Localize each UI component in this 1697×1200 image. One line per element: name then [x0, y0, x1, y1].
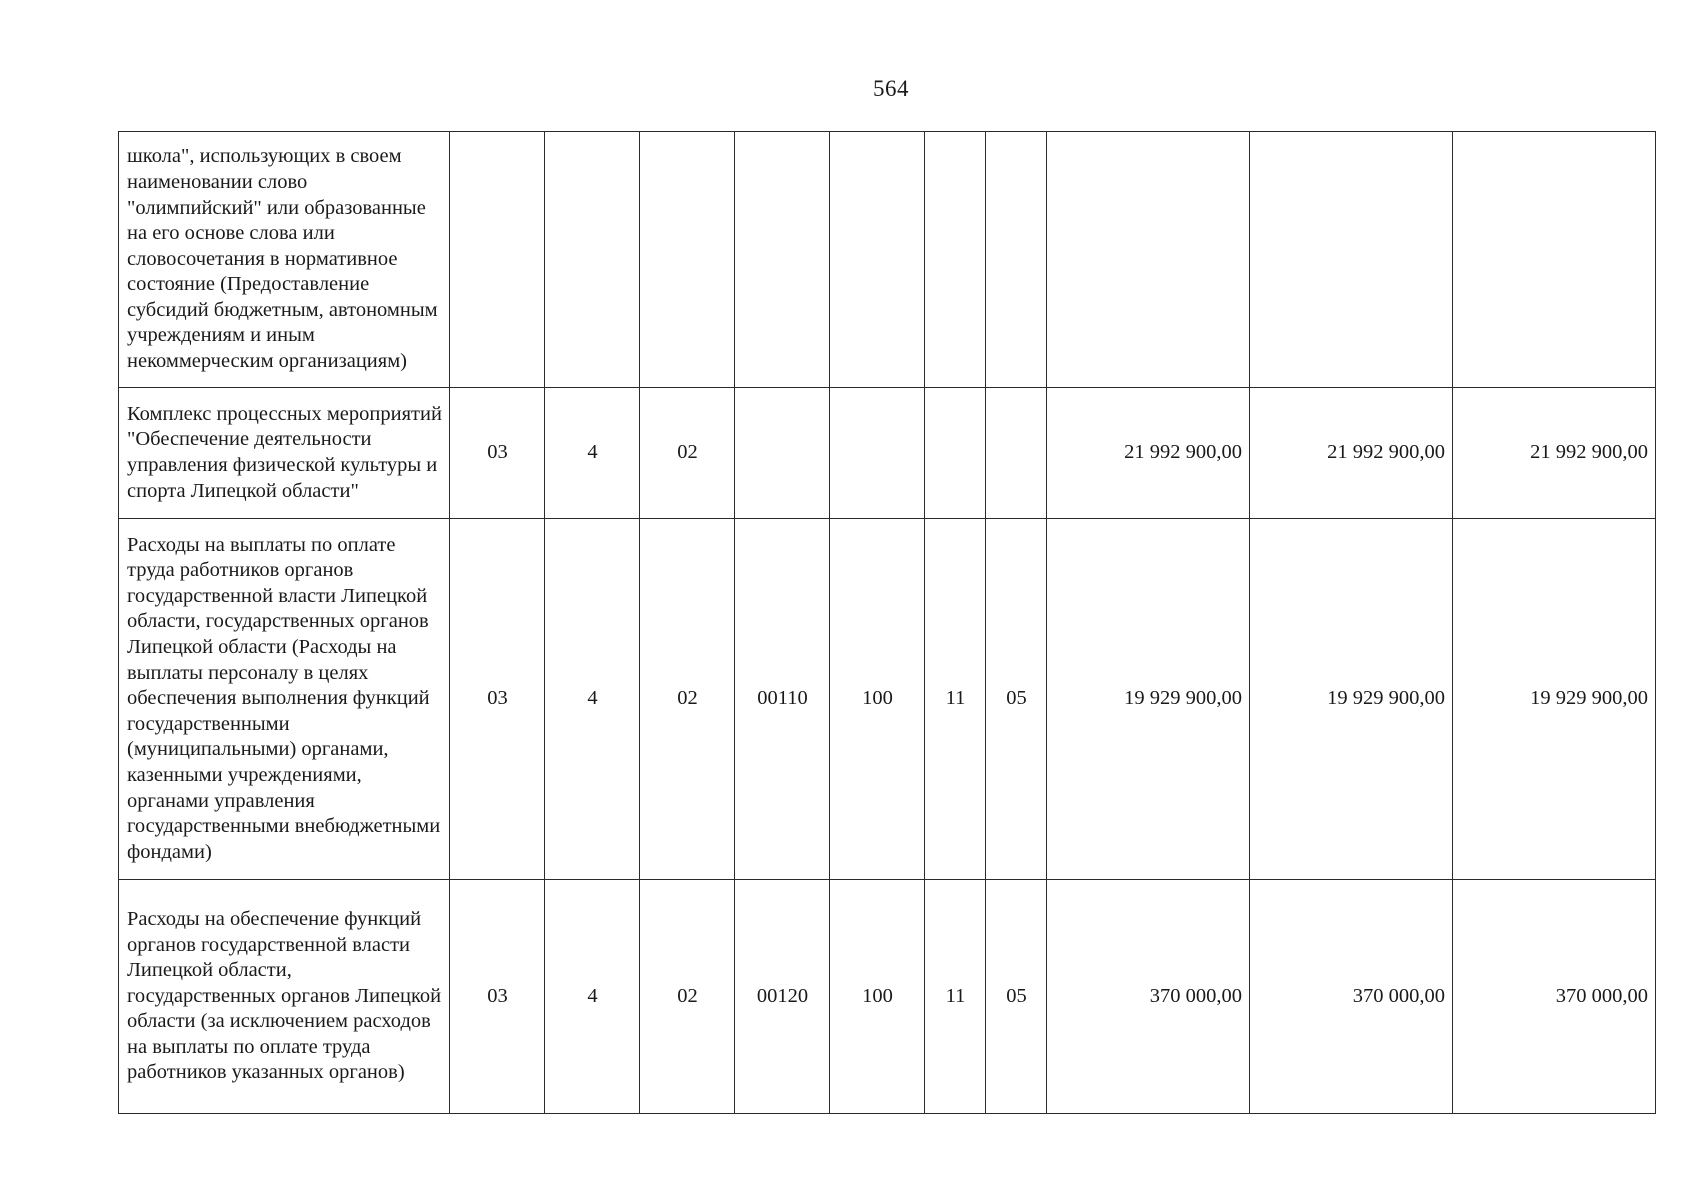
- amount-cell: 21 992 900,00: [1453, 388, 1656, 519]
- amount-cell: 370 000,00: [1250, 880, 1453, 1114]
- code-cell: 05: [986, 880, 1047, 1114]
- code-cell: 00120: [735, 880, 830, 1114]
- code-cell: 03: [450, 388, 545, 519]
- budget-table: [118, 131, 1656, 1114]
- code-cell: 03: [450, 519, 545, 880]
- amount-cell: 370 000,00: [1047, 880, 1250, 1114]
- amount-cell: [1453, 132, 1656, 388]
- code-cell: [986, 388, 1047, 519]
- code-cell: [830, 388, 925, 519]
- amount-cell: 19 929 900,00: [1047, 519, 1250, 880]
- code-cell: 11: [925, 519, 986, 880]
- code-cell: [986, 132, 1047, 388]
- code-cell: [830, 132, 925, 388]
- code-cell: [640, 132, 735, 388]
- code-cell: 4: [545, 388, 640, 519]
- amount-cell: 370 000,00: [1453, 880, 1656, 1114]
- amount-cell: 21 992 900,00: [1250, 388, 1453, 519]
- code-cell: [925, 388, 986, 519]
- code-cell: 100: [830, 519, 925, 880]
- table-row: [119, 519, 1656, 880]
- code-cell: [735, 132, 830, 388]
- code-cell: 02: [640, 880, 735, 1114]
- code-cell: [735, 388, 830, 519]
- amount-cell: [1250, 132, 1453, 388]
- code-cell: [545, 132, 640, 388]
- code-cell: 4: [545, 519, 640, 880]
- code-cell: 02: [640, 519, 735, 880]
- table-row: [119, 880, 1656, 1114]
- page-number: 564: [873, 76, 909, 101]
- code-cell: 100: [830, 880, 925, 1114]
- table-row: [119, 388, 1656, 519]
- code-cell: 11: [925, 880, 986, 1114]
- row-name-cell: школа", использующих в своем наименовании слово "олимпийский" или образованные на его основе слова или словосочетания в нормативное состояние (Предоставление субсидий бюджетным, автономным учреждениям и иным некоммерческим организациям): [119, 132, 450, 388]
- code-cell: 03: [450, 880, 545, 1114]
- code-cell: 02: [640, 388, 735, 519]
- code-cell: 05: [986, 519, 1047, 880]
- amount-cell: 19 929 900,00: [1453, 519, 1656, 880]
- table-row: [119, 132, 1656, 388]
- row-name-cell: Комплекс процессных мероприятий "Обеспечение деятельности управления физической культуры и спорта Липецкой области": [119, 388, 450, 519]
- code-cell: [450, 132, 545, 388]
- amount-cell: 21 992 900,00: [1047, 388, 1250, 519]
- amount-cell: 19 929 900,00: [1250, 519, 1453, 880]
- amount-cell: [1047, 132, 1250, 388]
- code-cell: 4: [545, 880, 640, 1114]
- code-cell: [925, 132, 986, 388]
- row-name-cell: Расходы на обеспечение функций органов государственной власти Липецкой области, государственных органов Липецкой области (за исключением расходов на выплаты по оплате труда работников указанных органов): [119, 880, 450, 1114]
- row-name-cell: Расходы на выплаты по оплате труда работников органов государственной власти Липецкой области, государственных органов Липецкой области (Расходы на выплаты персоналу в целях обеспечения выполнения функций государственными (муниципальными) органами, казенными учреждениями, органами управления государственными внебюджетными фондами): [119, 519, 450, 880]
- code-cell: 00110: [735, 519, 830, 880]
